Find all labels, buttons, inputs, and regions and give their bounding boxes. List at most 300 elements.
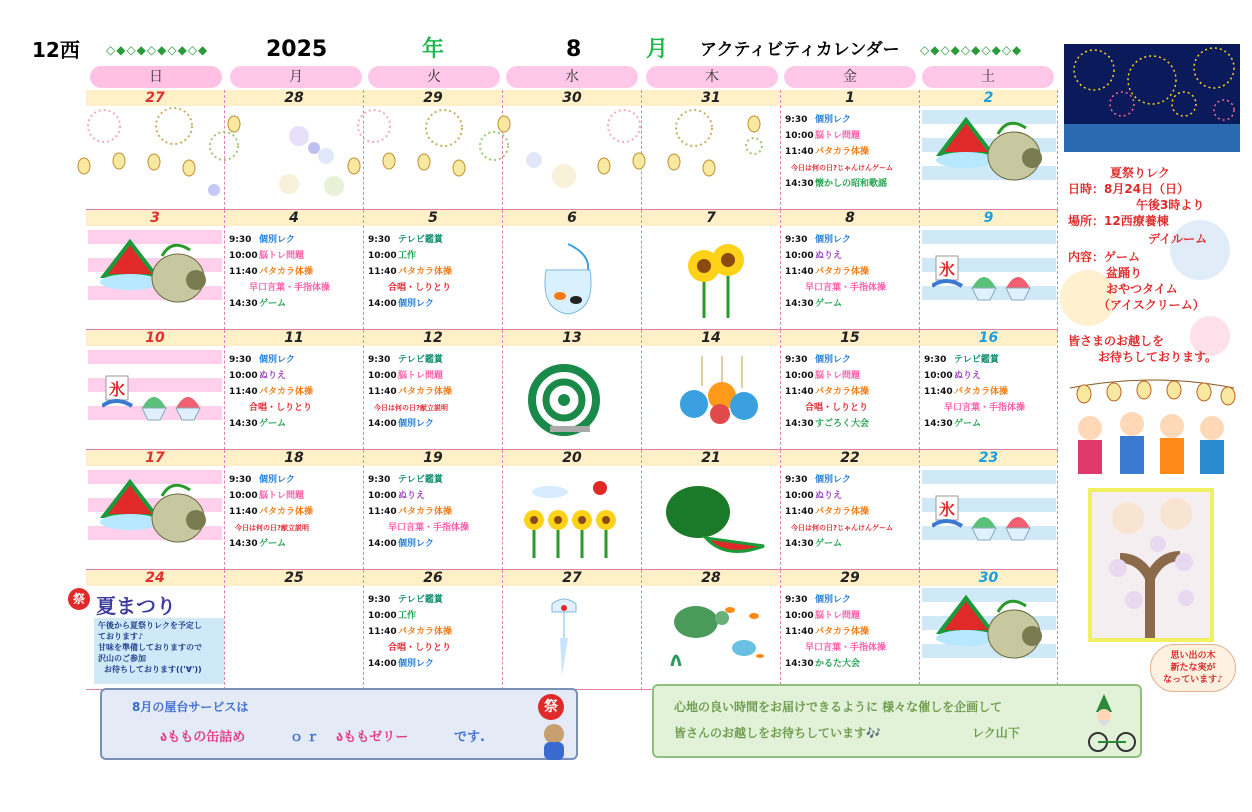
schedule-item	[368, 624, 452, 640]
schedule-item	[368, 264, 452, 280]
shaved-ice-icon	[932, 252, 1042, 312]
watermelon-icon	[662, 480, 772, 556]
schedule-time: 11:40	[785, 387, 814, 397]
natsumatsuri-title: 夏まつり	[96, 594, 176, 618]
day-cell-aug18	[225, 450, 364, 570]
date-number: 21	[642, 450, 780, 466]
shaved-ice-icon	[932, 492, 1042, 552]
schedule-list	[368, 592, 452, 672]
weekday-fri: 金	[784, 66, 916, 88]
schedule-time: 14:30	[785, 659, 814, 669]
day-cell-aug29	[781, 570, 920, 690]
schedule-activity: ゲーム	[259, 419, 287, 429]
date-number: 24	[86, 570, 224, 586]
schedule-time: 11:40	[229, 507, 258, 517]
date-number: 30	[920, 570, 1057, 586]
schedule-item	[785, 128, 893, 144]
schedule-activity: 個別レク	[259, 235, 295, 245]
schedule-item	[785, 280, 886, 296]
schedule-activity: 脳トレ問題	[259, 251, 305, 261]
schedule-item	[785, 520, 893, 536]
bear-character-icon	[536, 722, 572, 762]
schedule-activity: ぬりえ	[815, 491, 843, 501]
schedule-activity: すごろく大会	[815, 419, 870, 429]
schedule-time: 9:30	[368, 595, 391, 605]
schedule-list	[924, 352, 1025, 432]
schedule-time: 14:30	[229, 419, 258, 429]
date-number: 6	[503, 210, 641, 226]
date-number: 30	[503, 90, 641, 106]
date-number: 13	[503, 330, 641, 346]
stall-item-2-text: ももゼリー	[343, 730, 409, 745]
stall-item-2	[336, 726, 408, 745]
date-number: 28	[642, 570, 780, 586]
weekday-wed: 水	[506, 66, 638, 88]
schedule-activity: ぬりえ	[259, 371, 287, 381]
schedule-time: 14:30	[785, 539, 814, 549]
schedule-time: 9:30	[229, 475, 252, 485]
schedule-item	[368, 280, 452, 296]
schedule-item	[229, 280, 330, 296]
date-number: 25	[225, 570, 363, 586]
schedule-activity: 個別レク	[815, 595, 851, 605]
peach-icon: ა	[336, 730, 344, 745]
date-number: 31	[642, 90, 780, 106]
schedule-activity: テレビ鑑賞	[398, 235, 443, 245]
schedule-time: 9:30	[785, 235, 808, 245]
schedule-activity: 合唱・しりとり	[249, 403, 313, 413]
schedule-item	[785, 640, 886, 656]
event-title: 夏祭りレク	[1110, 166, 1170, 180]
schedule-activity: 今日は何の日?献立説明	[374, 404, 449, 412]
date-number: 17	[86, 450, 224, 466]
date-number: 29	[781, 570, 919, 586]
day-cell-aug16	[920, 330, 1058, 450]
schedule-activity: テレビ鑑賞	[954, 355, 999, 365]
day-cell-aug11	[225, 330, 364, 450]
schedule-item	[229, 488, 313, 504]
date-number: 4	[225, 210, 363, 226]
bubble-decor	[1170, 220, 1230, 280]
day-cell-aug25	[225, 570, 364, 690]
schedule-activity: 脳トレ問題	[815, 611, 861, 621]
schedule-item	[785, 536, 893, 552]
schedule-time: 14:30	[229, 299, 258, 309]
date-number: 27	[503, 570, 641, 586]
schedule-time: 14:00	[368, 299, 397, 309]
schedule-list	[229, 232, 330, 312]
schedule-time: 14:00	[368, 419, 397, 429]
schedule-item	[368, 592, 452, 608]
event-place: 場所：12西療養棟	[1068, 214, 1169, 228]
schedule-activity: パタカラ体操	[398, 387, 453, 397]
schedule-activity: 脳トレ問題	[815, 371, 861, 381]
weekday-sun: 日	[90, 66, 222, 88]
weekday-tue: 火	[368, 66, 500, 88]
schedule-time: 11:40	[229, 387, 258, 397]
date-number: 7	[642, 210, 780, 226]
schedule-time: 10:00	[785, 371, 814, 381]
date-number: 20	[503, 450, 641, 466]
schedule-activity: 今日は何の日?じゃんけんゲーム	[791, 524, 894, 532]
schedule-activity: ゲーム	[815, 539, 843, 549]
schedule-activity: 工作	[398, 251, 417, 261]
schedule-item	[229, 264, 330, 280]
stall-line1: 8月の屋台サービスは	[132, 700, 249, 714]
bubble-line: 思い出の木	[1170, 651, 1216, 661]
date-number: 2	[920, 90, 1057, 106]
schedule-item	[229, 248, 330, 264]
schedule-time: 10:00	[229, 251, 258, 261]
schedule-item	[785, 176, 893, 192]
diamond-border-right: ◇◆◇◆◇◆◇◆◇◆	[920, 43, 1023, 57]
glass-floats-icon	[672, 356, 762, 426]
schedule-time: 14:30	[924, 419, 953, 429]
day-cell-aug1	[781, 90, 920, 210]
date-number: 8	[781, 210, 919, 226]
schedule-activity: 早口言葉・手指体操	[249, 283, 331, 293]
schedule-time: 14:30	[785, 299, 814, 309]
schedule-item	[368, 656, 452, 672]
schedule-time: 11:40	[785, 267, 814, 277]
shaved-ice-icon	[102, 372, 212, 432]
weekday-sat: 土	[922, 66, 1054, 88]
schedule-activity: パタカラ体操	[398, 267, 453, 277]
fireworks-lanterns-illustration	[64, 106, 764, 202]
date-number: 3	[86, 210, 224, 226]
stall-end: です.	[454, 730, 485, 745]
note-line: 午後から夏祭りレクを予定し	[98, 621, 202, 630]
schedule-activity: 早口言葉・手指体操	[805, 643, 887, 653]
schedule-item	[785, 624, 886, 640]
schedule-activity: 個別レク	[398, 419, 434, 429]
unit-label: 12西	[32, 38, 80, 62]
lanterns-kids-illustration	[1066, 378, 1238, 478]
schedule-activity: 懐かしの昭和歌謡	[815, 179, 888, 189]
schedule-list	[229, 472, 313, 552]
stall-or: ｏｒ	[290, 730, 323, 745]
watermelon-pig-icon	[936, 592, 1046, 666]
schedule-time: 9:30	[785, 115, 808, 125]
stall-item-1-text: ももの缶詰め	[167, 730, 246, 745]
schedule-activity: テレビ鑑賞	[398, 355, 443, 365]
schedule-item	[785, 384, 869, 400]
event-time: 午後3時より	[1136, 198, 1205, 212]
day-cell-aug8	[781, 210, 920, 330]
schedule-activity: パタカラ体操	[815, 627, 870, 637]
schedule-time: 14:30	[229, 539, 258, 549]
schedule-item	[368, 384, 452, 400]
message-banner	[652, 684, 1142, 758]
schedule-item	[368, 488, 469, 504]
schedule-item	[924, 352, 1025, 368]
schedule-activity: 個別レク	[398, 539, 434, 549]
month-char: 月	[646, 37, 669, 62]
schedule-item	[229, 504, 313, 520]
schedule-activity: 合唱・しりとり	[388, 643, 452, 653]
watermelon-pig-icon	[936, 114, 1046, 188]
schedule-time: 14:30	[785, 179, 814, 189]
svg-text:氷: 氷	[939, 500, 956, 519]
schedule-activity: 工作	[398, 611, 417, 621]
schedule-item	[368, 504, 469, 520]
schedule-time: 11:40	[368, 627, 397, 637]
schedule-activity: パタカラ体操	[259, 507, 314, 517]
date-number: 22	[781, 450, 919, 466]
memory-tree-photo	[1088, 488, 1214, 642]
schedule-item	[785, 352, 869, 368]
schedule-time: 10:00	[368, 491, 397, 501]
schedule-time: 10:00	[785, 491, 814, 501]
message-line2: 皆さんのお越しをお待ちしています🎶	[674, 726, 881, 740]
date-number: 18	[225, 450, 363, 466]
schedule-item	[368, 640, 452, 656]
schedule-item	[368, 296, 452, 312]
date-number: 19	[364, 450, 502, 466]
schedule-activity: テレビ鑑賞	[398, 595, 443, 605]
schedule-list	[785, 112, 893, 192]
svg-text:氷: 氷	[109, 380, 126, 399]
schedule-time: 10:00	[368, 371, 397, 381]
watermelon-pig-icon	[100, 476, 210, 550]
schedule-activity: 個別レク	[259, 355, 295, 365]
bubble-line: なっています♪	[1163, 675, 1223, 685]
note-line: 甘味を準備しておりますので	[98, 643, 202, 652]
schedule-item	[229, 352, 313, 368]
schedule-item	[785, 504, 893, 520]
date-number: 11	[225, 330, 363, 346]
schedule-time: 14:00	[368, 539, 397, 549]
schedule-activity: 個別レク	[259, 475, 295, 485]
schedule-item	[368, 232, 452, 248]
schedule-activity: 脳トレ問題	[259, 491, 305, 501]
schedule-item	[229, 536, 313, 552]
festival-fan-badge: 祭	[538, 694, 564, 720]
schedule-activity: かるた大会	[815, 659, 861, 669]
watermelon-pig-icon	[100, 236, 210, 310]
page-title: アクティビティカレンダー	[700, 40, 900, 60]
schedule-item	[785, 232, 886, 248]
schedule-activity: 今日は何の日?じゃんけんゲーム	[791, 164, 894, 172]
schedule-time: 14:30	[785, 419, 814, 429]
date-number: 14	[642, 330, 780, 346]
schedule-time: 11:40	[785, 507, 814, 517]
date-number: 29	[364, 90, 502, 106]
schedule-time: 11:40	[368, 387, 397, 397]
schedule-item	[785, 608, 886, 624]
schedule-item	[785, 488, 893, 504]
date-number: 23	[920, 450, 1057, 466]
schedule-time: 14:00	[368, 659, 397, 669]
schedule-list	[368, 232, 452, 312]
schedule-time: 10:00	[785, 611, 814, 621]
schedule-item	[785, 160, 893, 176]
schedule-list	[785, 352, 869, 432]
note-line: お待ちしております(('∀'))	[104, 665, 202, 674]
schedule-time: 11:40	[229, 267, 258, 277]
sunflower-icon	[676, 238, 756, 320]
schedule-time: 10:00	[229, 371, 258, 381]
schedule-item	[368, 608, 452, 624]
event-date: 日時：8月24日（日）	[1068, 182, 1190, 196]
schedule-time: 10:00	[924, 371, 953, 381]
schedule-activity: 合唱・しりとり	[388, 283, 452, 293]
peach-icon: ა	[160, 730, 168, 745]
schedule-item	[924, 400, 1025, 416]
schedule-activity: パタカラ体操	[259, 387, 314, 397]
schedule-item	[785, 296, 886, 312]
schedule-item	[368, 536, 469, 552]
schedule-item	[229, 384, 313, 400]
schedule-activity: 個別レク	[815, 475, 851, 485]
note-line: ております♪	[98, 632, 144, 641]
schedule-time: 11:40	[785, 147, 814, 157]
schedule-time: 9:30	[229, 355, 252, 365]
schedule-activity: パタカラ体操	[398, 627, 453, 637]
schedule-item	[785, 656, 886, 672]
schedule-item	[785, 248, 886, 264]
schedule-time: 9:30	[924, 355, 947, 365]
note-line: 沢山のご参加	[98, 654, 146, 663]
schedule-item	[785, 400, 869, 416]
schedule-activity: 個別レク	[398, 659, 434, 669]
mosquito-coil-icon	[520, 356, 610, 436]
schedule-time: 9:30	[368, 235, 391, 245]
schedule-activity: パタカラ体操	[954, 387, 1009, 397]
goldfish-bag-icon	[528, 240, 608, 320]
date-number: 15	[781, 330, 919, 346]
schedule-time: 9:30	[785, 355, 808, 365]
schedule-list	[229, 352, 313, 432]
schedule-item	[785, 592, 886, 608]
schedule-item	[368, 520, 469, 536]
schedule-item	[229, 296, 330, 312]
schedule-activity: 脳トレ問題	[815, 131, 861, 141]
schedule-activity: ぬりえ	[815, 251, 843, 261]
diamond-border-left: ◇◆◇◆◇◆◇◆◇◆	[106, 43, 209, 57]
day-cell-aug22	[781, 450, 920, 570]
month: 8	[566, 37, 582, 62]
schedule-time: 9:30	[229, 235, 252, 245]
schedule-item	[229, 520, 313, 536]
date-number: 1	[781, 90, 919, 106]
schedule-activity: パタカラ体操	[815, 267, 870, 277]
schedule-activity: ぬりえ	[398, 491, 426, 501]
schedule-time: 10:00	[368, 251, 397, 261]
day-cell-aug19	[364, 450, 503, 570]
schedule-item	[368, 400, 452, 416]
schedule-item	[924, 416, 1025, 432]
schedule-activity: ゲーム	[815, 299, 843, 309]
weekday-thu: 木	[646, 66, 778, 88]
stall-item-1	[160, 726, 245, 745]
schedule-item	[924, 384, 1025, 400]
event-room: デイルーム	[1148, 232, 1208, 246]
schedule-activity: 早口言葉・手指体操	[944, 403, 1026, 413]
schedule-item	[785, 472, 893, 488]
schedule-item	[785, 144, 893, 160]
schedule-time: 10:00	[785, 251, 814, 261]
schedule-activity: 個別レク	[815, 115, 851, 125]
schedule-activity: パタカラ体操	[815, 387, 870, 397]
schedule-activity: ぬりえ	[954, 371, 982, 381]
svg-text:氷: 氷	[939, 260, 956, 279]
year-char: 年	[422, 37, 445, 62]
schedule-activity: テレビ鑑賞	[398, 475, 443, 485]
schedule-time: 10:00	[785, 131, 814, 141]
natsumatsuri-note	[94, 618, 224, 684]
date-number: 9	[920, 210, 1057, 226]
schedule-time: 9:30	[368, 355, 391, 365]
day-cell-aug5	[364, 210, 503, 330]
schedule-time: 10:00	[229, 491, 258, 501]
event-content-item: おやつタイム	[1106, 282, 1178, 296]
sunflowers-sun-icon	[520, 474, 620, 560]
schedule-activity: 早口言葉・手指体操	[388, 523, 470, 533]
schedule-activity: 今日は何の日?献立説明	[235, 524, 310, 532]
date-number: 5	[364, 210, 502, 226]
weekday-mon: 月	[230, 66, 362, 88]
schedule-item	[368, 352, 452, 368]
date-number: 10	[86, 330, 224, 346]
day-cell-aug4	[225, 210, 364, 330]
date-number: 26	[364, 570, 502, 586]
event-content-item: 盆踊り	[1106, 266, 1143, 280]
message-line1: 心地の良い時間をお届けできるように 様々な催しを企画して	[674, 700, 1003, 714]
schedule-time: 9:30	[785, 475, 808, 485]
schedule-activity: 個別レク	[398, 299, 434, 309]
schedule-item	[229, 400, 313, 416]
schedule-activity: ゲーム	[259, 299, 287, 309]
schedule-list	[785, 592, 886, 672]
schedule-activity: ゲーム	[954, 419, 982, 429]
schedule-activity: 脳トレ問題	[398, 371, 444, 381]
year: 2025	[266, 37, 328, 62]
message-signature: レク山下	[972, 726, 1020, 740]
schedule-list	[785, 232, 886, 312]
fireworks-night-image	[1064, 44, 1240, 152]
schedule-item	[368, 416, 452, 432]
sea-turtle-icon	[664, 596, 774, 672]
schedule-item	[785, 368, 869, 384]
date-number: 27	[86, 90, 224, 106]
schedule-item	[229, 232, 330, 248]
bubble-line: 新たな実が	[1170, 663, 1216, 673]
schedule-item	[785, 264, 886, 280]
schedule-activity: パタカラ体操	[815, 507, 870, 517]
schedule-list	[368, 352, 452, 432]
schedule-time: 11:40	[368, 267, 397, 277]
schedule-item	[368, 472, 469, 488]
day-cell-aug15	[781, 330, 920, 450]
schedule-list	[368, 472, 469, 552]
tree-speech-bubble	[1150, 644, 1236, 692]
date-number: 28	[225, 90, 363, 106]
schedule-time: 10:00	[368, 611, 397, 621]
schedule-time: 9:30	[785, 595, 808, 605]
schedule-item	[924, 368, 1025, 384]
schedule-item	[229, 368, 313, 384]
schedule-item	[229, 472, 313, 488]
schedule-activity: 合唱・しりとり	[805, 403, 869, 413]
date-number: 12	[364, 330, 502, 346]
schedule-activity: パタカラ体操	[259, 267, 314, 277]
schedule-time: 11:40	[924, 387, 953, 397]
event-content-item: （アイスクリーム）	[1098, 298, 1205, 312]
invite-line: 皆さまのお越しを	[1068, 334, 1165, 348]
schedule-activity: パタカラ体操	[815, 147, 870, 157]
schedule-item	[785, 416, 869, 432]
